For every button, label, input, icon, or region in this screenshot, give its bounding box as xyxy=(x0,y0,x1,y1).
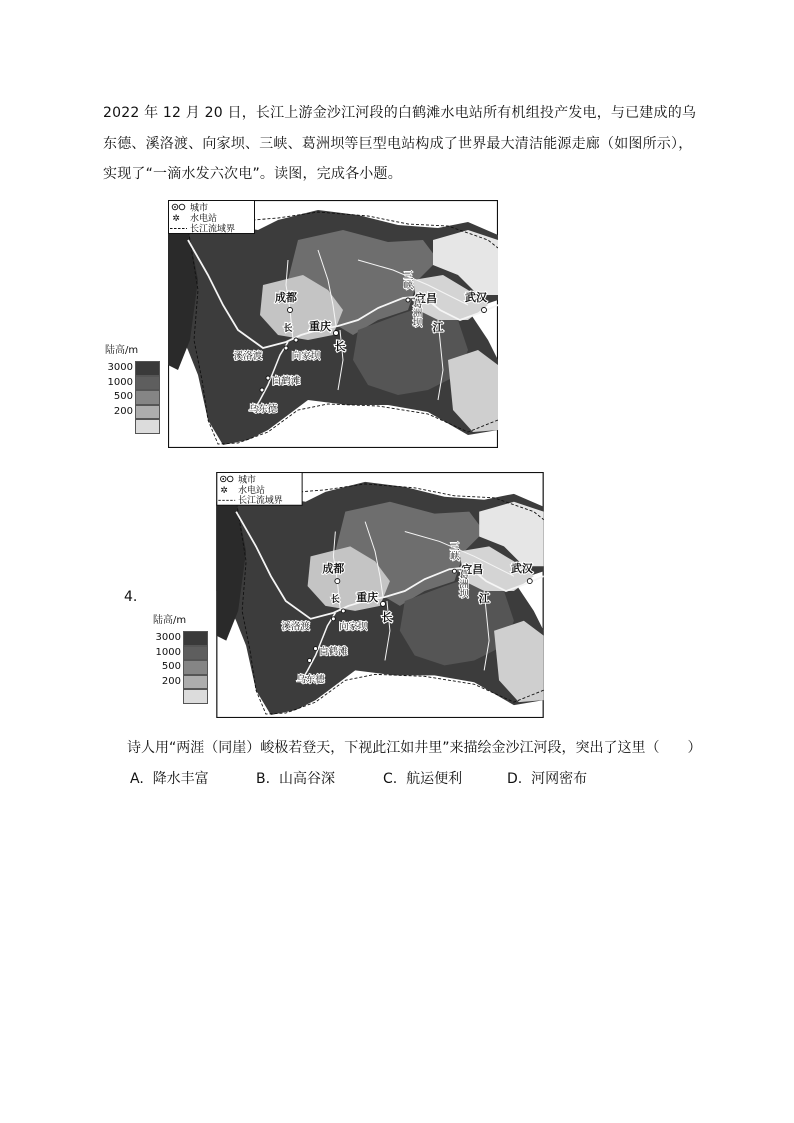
label-wudongde: 乌东德 xyxy=(248,404,278,415)
elevation-legend-2 xyxy=(153,616,208,704)
label-xiluodu: 溪洛渡 xyxy=(233,351,263,362)
elevation-title: 陆高/m xyxy=(153,615,187,626)
map-figure-1 xyxy=(168,200,498,448)
option-b[interactable]: B. 山高谷深 xyxy=(256,771,335,787)
label-xiluodu: 溪洛渡 xyxy=(281,621,310,633)
elevation-level-label: 200 xyxy=(161,675,181,687)
elevation-swatch xyxy=(135,405,160,420)
label-chongqing: 重庆 xyxy=(356,590,379,604)
elevation-swatch xyxy=(183,660,208,675)
intro-paragraph: 2022 年 12 月 20 日，长江上游金沙江河段的白鹤滩水电站所有机组投产发电，与已建成的乌东德、溪洛渡、向家坝、三峡、葛洲坝等巨型电站构成了世界最大清洁能源走廊（如图所示），实现了“一滴水发六次电”。读图，完成各小题。 xyxy=(103,105,697,182)
label-chongqing: 重庆 xyxy=(309,320,331,333)
svg-text:✲: ✲ xyxy=(172,214,180,224)
legend-station-label: 水电站 xyxy=(190,214,218,224)
label-yichang: 宜昌 xyxy=(461,563,484,577)
elevation-swatch xyxy=(183,631,208,646)
label-xiangjiaba: 向家坝 xyxy=(291,351,321,362)
label-baihetan: 白鹤滩 xyxy=(271,376,301,387)
elevation-legend-row xyxy=(153,646,208,661)
legend-city-label: 城市 xyxy=(190,203,209,214)
elevation-swatch xyxy=(135,419,160,434)
elevation-legend-row xyxy=(105,390,160,405)
elevation-legend-row xyxy=(105,405,160,420)
map-legend-box xyxy=(217,472,302,506)
elevation-legend-1 xyxy=(105,346,160,434)
label-sanxia: 三峡 xyxy=(447,541,459,561)
elevation-legend-row xyxy=(153,660,208,675)
label-gezhouba: 葛洲坝 xyxy=(410,298,422,328)
elevation-legend-row xyxy=(105,361,160,376)
legend-boundary-label: 长江流域界 xyxy=(238,496,283,507)
option-c[interactable]: C. 航运便利 xyxy=(383,771,463,787)
question-stem: 诗人用“两涯（同崖）峻极若登天，下视此江如井里”来描绘金沙江河段，突出了这里（ ） xyxy=(127,740,702,756)
elevation-level-label: 500 xyxy=(161,661,181,673)
label-wuhan: 武汉 xyxy=(510,562,533,576)
elevation-level-label: 1000 xyxy=(155,646,181,658)
elevation-level-label: 3000 xyxy=(155,632,181,644)
label-xiangjiaba: 向家坝 xyxy=(339,621,368,633)
answer-options xyxy=(130,768,587,788)
elevation-level-label: 500 xyxy=(113,391,133,403)
elevation-level-label: 1000 xyxy=(107,376,133,388)
elevation-level-label: 3000 xyxy=(107,362,133,374)
elevation-swatch xyxy=(135,361,160,376)
elevation-swatch xyxy=(183,646,208,661)
option-a[interactable]: A. 降水丰富 xyxy=(130,771,209,787)
label-sanxia: 三峡 xyxy=(401,270,413,290)
label-chang-2: 长 xyxy=(330,594,340,605)
yangtze-map-svg xyxy=(214,472,546,718)
label-jiang: 江 xyxy=(432,321,444,334)
legend-city-label: 城市 xyxy=(238,475,256,486)
elevation-title: 陆高/m xyxy=(105,345,139,356)
label-wudongde: 乌东德 xyxy=(296,674,325,686)
elevation-swatch xyxy=(135,390,160,405)
yangtze-map-svg xyxy=(168,200,498,448)
label-baihetan: 白鹤滩 xyxy=(319,646,348,658)
label-chang-2: 长 xyxy=(283,324,293,334)
label-jiang: 江 xyxy=(478,591,490,605)
map-legend-box xyxy=(169,201,255,235)
label-yichang: 宜昌 xyxy=(415,292,437,305)
map-figure-2 xyxy=(214,472,546,718)
elevation-level-label: 200 xyxy=(113,405,133,417)
legend-station-label: 水电站 xyxy=(238,485,265,496)
elevation-legend-row xyxy=(153,675,208,690)
elevation-legend-row xyxy=(153,689,208,704)
elevation-legend-row xyxy=(153,631,208,646)
label-chang-1: 长 xyxy=(381,610,393,624)
label-gezhouba: 葛洲坝 xyxy=(456,569,468,599)
option-d[interactable]: D. 河网密布 xyxy=(507,771,588,787)
legend-boundary-label: 长江流域界 xyxy=(190,224,236,235)
elevation-legend-row xyxy=(105,419,160,434)
question-number: 4. xyxy=(124,589,138,605)
label-chengdu: 成都 xyxy=(275,291,297,304)
elevation-swatch xyxy=(183,689,208,704)
elevation-swatch xyxy=(183,675,208,690)
label-chang-1: 长 xyxy=(334,340,346,353)
elevation-swatch xyxy=(135,376,160,391)
svg-text:✲: ✲ xyxy=(220,485,229,496)
label-chengdu: 成都 xyxy=(322,562,345,576)
label-wuhan: 武汉 xyxy=(465,291,487,304)
elevation-legend-row xyxy=(105,376,160,391)
